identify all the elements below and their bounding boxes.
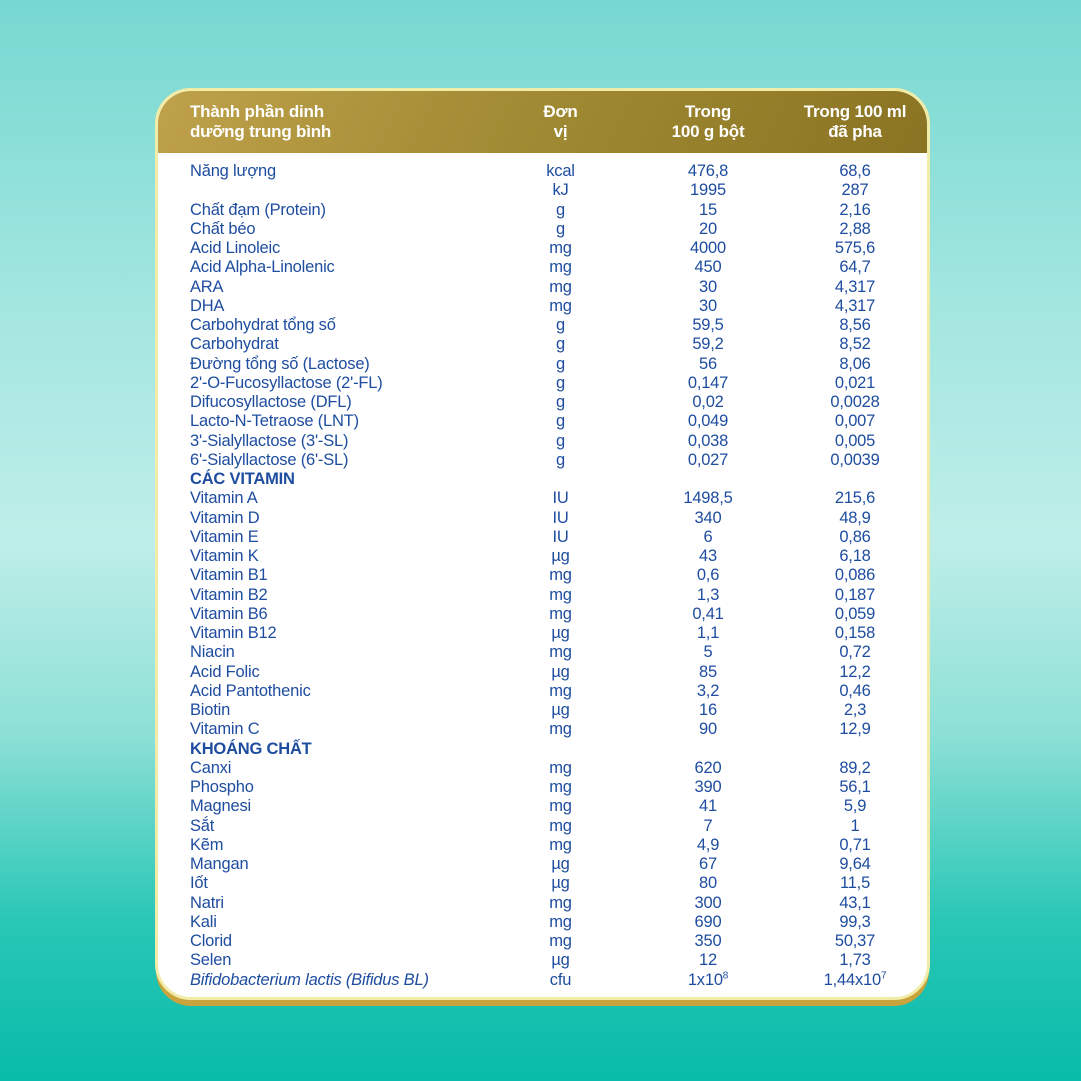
per-100g-value: 0,038 (687, 431, 729, 450)
unit-value: µg (551, 951, 570, 970)
header-ingredient-line1: Thành phần dinh (190, 102, 324, 121)
per-100g-value: 0,41 (692, 604, 724, 623)
table-row (158, 528, 927, 547)
nutrient-name: DHA (190, 296, 225, 315)
unit-value: g (556, 219, 565, 238)
per-100g-value: 6 (703, 527, 713, 546)
nutrient-name: Phospho (190, 778, 254, 797)
unit-value: mg (549, 681, 572, 700)
unit-value: g (556, 450, 565, 469)
nutrient-name: Đường tổng số (Lactose) (190, 354, 370, 373)
table-row (158, 432, 927, 451)
per-100ml-value: 287 (841, 181, 869, 200)
unit-value: µg (551, 701, 570, 720)
unit-value: µg (551, 855, 570, 874)
per-100ml-value: 2,88 (839, 219, 871, 238)
nutrient-name: Bifidobacterium lactis (Bifidus BL) (190, 970, 429, 989)
table-row (158, 643, 927, 662)
per-100ml-value: 8,06 (839, 354, 871, 373)
nutrient-name: 6'-Sialyllactose (6'-SL) (190, 450, 349, 469)
table-row (158, 817, 927, 836)
unit-value: mg (549, 566, 572, 585)
nutrient-name: Vitamin C (190, 720, 260, 739)
table-row (158, 335, 927, 354)
per-100ml-value: 0,158 (834, 624, 876, 643)
table-row (158, 258, 927, 277)
header-per-100g-line2: 100 g bột (671, 122, 745, 141)
unit-value: IU (552, 508, 569, 527)
per-100g-value: 0,027 (687, 450, 729, 469)
table-row (158, 663, 927, 682)
per-100ml-value: 50,37 (834, 932, 876, 951)
table-row (158, 566, 927, 585)
per-100ml-value: $1,44x10^7$ (823, 970, 887, 989)
per-100g-value: 59,5 (692, 316, 724, 335)
unit-value: IU (552, 527, 569, 546)
per-100ml-value: 0,0039 (830, 450, 880, 469)
table-row (158, 239, 927, 258)
header-ingredient-column (158, 102, 488, 142)
nutrient-name: Difucosyllactose (DFL) (190, 393, 352, 412)
header-per-100g-line1: Trong (684, 102, 732, 121)
per-100ml-value: 99,3 (839, 912, 871, 931)
per-100ml-value: 0,71 (839, 835, 871, 854)
table-row (158, 759, 927, 778)
table-row (158, 778, 927, 797)
per-100g-value: 450 (694, 258, 722, 277)
per-100g-value: 16 (699, 701, 717, 720)
header-per-100ml-column (783, 102, 927, 142)
nutrient-name: Acid Pantothenic (190, 681, 311, 700)
per-100ml-value: 64,7 (839, 258, 871, 277)
unit-value: mg (549, 758, 572, 777)
nutrient-name: Niacin (190, 643, 235, 662)
unit-value: mg (549, 296, 572, 315)
unit-value: µg (551, 624, 570, 643)
header-per-100ml-line1: Trong 100 ml (803, 102, 907, 121)
per-100ml-value: 0,187 (834, 585, 876, 604)
nutrient-name: Vitamin E (190, 527, 259, 546)
per-100g-value: 1995 (690, 181, 726, 200)
nutrient-name: Vitamin B12 (190, 624, 277, 643)
per-100ml-value: 2,16 (839, 200, 871, 219)
per-100ml-value: 43,1 (839, 893, 871, 912)
unit-value: kJ (552, 181, 569, 200)
table-row (158, 682, 927, 701)
per-100ml-value: 8,56 (839, 316, 871, 335)
unit-value: mg (549, 585, 572, 604)
table-row (158, 874, 927, 893)
table-row (158, 316, 927, 335)
nutrient-name: Năng lượng (190, 162, 276, 181)
header-unit-column (488, 102, 633, 142)
nutrient-name: Vitamin B1 (190, 566, 268, 585)
table-row (158, 951, 927, 970)
nutrient-name: 2'-O-Fucosyllactose (2'-FL) (190, 373, 383, 392)
table-row (158, 355, 927, 374)
section-row (158, 470, 927, 489)
unit-value: g (556, 354, 565, 373)
unit-value: g (556, 373, 565, 392)
header-per-100g-column (633, 102, 783, 142)
nutrient-name: Vitamin B6 (190, 604, 268, 623)
table-row (158, 932, 927, 951)
per-100g-value: 56 (699, 354, 717, 373)
table-row (158, 297, 927, 316)
per-100g-value: 12 (699, 951, 717, 970)
table-row (158, 489, 927, 508)
nutrient-name: Carbohydrat (190, 335, 279, 354)
per-100ml-value: 12,2 (839, 662, 871, 681)
per-100ml-value: 89,2 (839, 758, 871, 777)
nutrient-name: Magnesi (190, 797, 251, 816)
unit-value: mg (549, 912, 572, 931)
per-100g-value: 0,049 (687, 412, 729, 431)
table-row (158, 913, 927, 932)
table-row (158, 547, 927, 566)
table-row (158, 162, 927, 181)
nutrient-name: Canxi (190, 758, 232, 777)
per-100g-value: 1498,5 (683, 489, 733, 508)
unit-value: g (556, 412, 565, 431)
per-100ml-value: 12,9 (839, 720, 871, 739)
per-100ml-value: 0,72 (839, 643, 871, 662)
per-100ml-value: 0,005 (834, 431, 876, 450)
per-100g-value: 0,6 (696, 566, 720, 585)
table-row (158, 624, 927, 643)
nutrient-name: Vitamin K (190, 547, 259, 566)
nutrient-name: Natri (190, 893, 224, 912)
per-100ml-value: 2,3 (843, 701, 867, 720)
nutrient-name: Carbohydrat tổng số (190, 316, 336, 335)
per-100g-value: 4,9 (696, 835, 720, 854)
table-header (158, 91, 927, 153)
per-100ml-value: 56,1 (839, 778, 871, 797)
unit-value: mg (549, 778, 572, 797)
per-100g-value: 390 (694, 778, 722, 797)
nutrient-name: Selen (190, 951, 232, 970)
per-100ml-value: 0,086 (834, 566, 876, 585)
per-100g-value: 85 (699, 662, 717, 681)
unit-value: g (556, 335, 565, 354)
unit-value: IU (552, 489, 569, 508)
nutrient-name: Acid Folic (190, 662, 260, 681)
per-100g-value: 90 (699, 720, 717, 739)
unit-value: kcal (546, 162, 575, 181)
unit-value: mg (549, 932, 572, 951)
unit-value: mg (549, 277, 572, 296)
per-100ml-value: 0,46 (839, 681, 871, 700)
per-100g-value: 30 (699, 296, 717, 315)
table-row (158, 181, 927, 200)
table-row (158, 586, 927, 605)
table-row (158, 509, 927, 528)
per-100g-value: $1x10^8$ (687, 970, 729, 989)
per-100g-value: 340 (694, 508, 722, 527)
table-row (158, 720, 927, 739)
per-100ml-value: 1 (850, 816, 860, 835)
per-100ml-value: 8,52 (839, 335, 871, 354)
nutrient-name: Sắt (190, 816, 215, 835)
nutrient-name: Vitamin B2 (190, 585, 268, 604)
unit-value: mg (549, 643, 572, 662)
table-row (158, 220, 927, 239)
per-100ml-value: 0,059 (834, 604, 876, 623)
per-100g-value: 0,147 (687, 373, 729, 392)
per-100ml-value: 0,0028 (830, 393, 880, 412)
per-100ml-value: 5,9 (843, 797, 867, 816)
unit-value: g (556, 393, 565, 412)
per-100g-value: 5 (703, 643, 713, 662)
per-100g-value: 620 (694, 758, 722, 777)
nutrient-name: Chất béo (190, 219, 256, 238)
nutrient-name: Kali (190, 912, 217, 931)
unit-value: mg (549, 239, 572, 258)
nutrient-name: ARA (190, 277, 224, 296)
per-100ml-value: 1,73 (839, 951, 871, 970)
nutrient-name: Mangan (190, 855, 249, 874)
table-row (158, 451, 927, 470)
per-100g-value: 59,2 (692, 335, 724, 354)
table-row (158, 855, 927, 874)
nutrient-name: Clorid (190, 932, 232, 951)
per-100ml-value: 4,317 (834, 296, 876, 315)
unit-value: mg (549, 816, 572, 835)
table-row (158, 201, 927, 220)
nutrient-name: Acid Linoleic (190, 239, 281, 258)
section-title: CÁC VITAMIN (190, 470, 295, 489)
nutrient-name: Kẽm (190, 835, 224, 854)
header-unit-line1: Đơn (543, 102, 578, 121)
nutrition-table-card (155, 88, 930, 1000)
nutrient-name: Vitamin D (190, 508, 260, 527)
per-100g-value: 0,02 (692, 393, 724, 412)
per-100g-value: 690 (694, 912, 722, 931)
header-ingredient-line2: dưỡng trung bình (190, 122, 332, 141)
table-row (158, 412, 927, 431)
unit-value: mg (549, 258, 572, 277)
per-100g-value: 300 (694, 893, 722, 912)
per-100g-value: 20 (699, 219, 717, 238)
per-100g-value: 43 (699, 547, 717, 566)
table-body (158, 153, 927, 990)
per-100g-value: 30 (699, 277, 717, 296)
per-100g-value: 476,8 (687, 162, 729, 181)
section-title: KHOÁNG CHẤT (190, 739, 312, 758)
unit-value: cfu (549, 970, 572, 989)
per-100g-value: 4000 (690, 239, 726, 258)
per-100ml-value: 4,317 (834, 277, 876, 296)
unit-value: g (556, 200, 565, 219)
per-100ml-value: 6,18 (839, 547, 871, 566)
per-100ml-value: 9,64 (839, 855, 871, 874)
unit-value: mg (549, 893, 572, 912)
header-per-100ml-line2: đã pha (828, 122, 882, 141)
unit-value: mg (549, 797, 572, 816)
per-100g-value: 15 (699, 200, 717, 219)
per-100g-value: 1,3 (696, 585, 720, 604)
table-row (158, 836, 927, 855)
unit-value: µg (551, 547, 570, 566)
table-row (158, 894, 927, 913)
table-row (158, 374, 927, 393)
per-100ml-value: 0,007 (834, 412, 876, 431)
unit-value: mg (549, 835, 572, 854)
header-unit-line2: vị (553, 122, 568, 141)
nutrient-name: Vitamin A (190, 489, 258, 508)
per-100ml-value: 215,6 (834, 489, 876, 508)
per-100g-value: 3,2 (696, 681, 720, 700)
nutrient-name: Acid Alpha-Linolenic (190, 258, 335, 277)
per-100ml-value: 0,021 (834, 373, 876, 392)
table-row (158, 971, 927, 990)
table-row (158, 278, 927, 297)
unit-value: µg (551, 874, 570, 893)
nutrient-name: Biotin (190, 701, 231, 720)
unit-value: µg (551, 662, 570, 681)
nutrient-name: Chất đạm (Protein) (190, 200, 326, 219)
per-100ml-value: 575,6 (834, 239, 876, 258)
unit-value: g (556, 431, 565, 450)
per-100g-value: 80 (699, 874, 717, 893)
per-100g-value: 41 (699, 797, 717, 816)
nutrient-name: Iốt (190, 874, 208, 893)
table-row (158, 605, 927, 624)
table-row (158, 701, 927, 720)
per-100g-value: 67 (699, 855, 717, 874)
per-100g-value: 7 (703, 816, 713, 835)
per-100ml-value: 48,9 (839, 508, 871, 527)
nutrient-name: 3'-Sialyllactose (3'-SL) (190, 431, 349, 450)
nutrient-name: Lacto-N-Tetraose (LNT) (190, 412, 359, 431)
per-100ml-value: 0,86 (839, 527, 871, 546)
table-row (158, 393, 927, 412)
table-row (158, 797, 927, 816)
per-100ml-value: 11,5 (839, 874, 871, 893)
per-100ml-value: 68,6 (839, 162, 871, 181)
unit-value: g (556, 316, 565, 335)
per-100g-value: 1,1 (696, 624, 720, 643)
section-row (158, 740, 927, 759)
per-100g-value: 350 (694, 932, 722, 951)
unit-value: mg (549, 720, 572, 739)
unit-value: mg (549, 604, 572, 623)
